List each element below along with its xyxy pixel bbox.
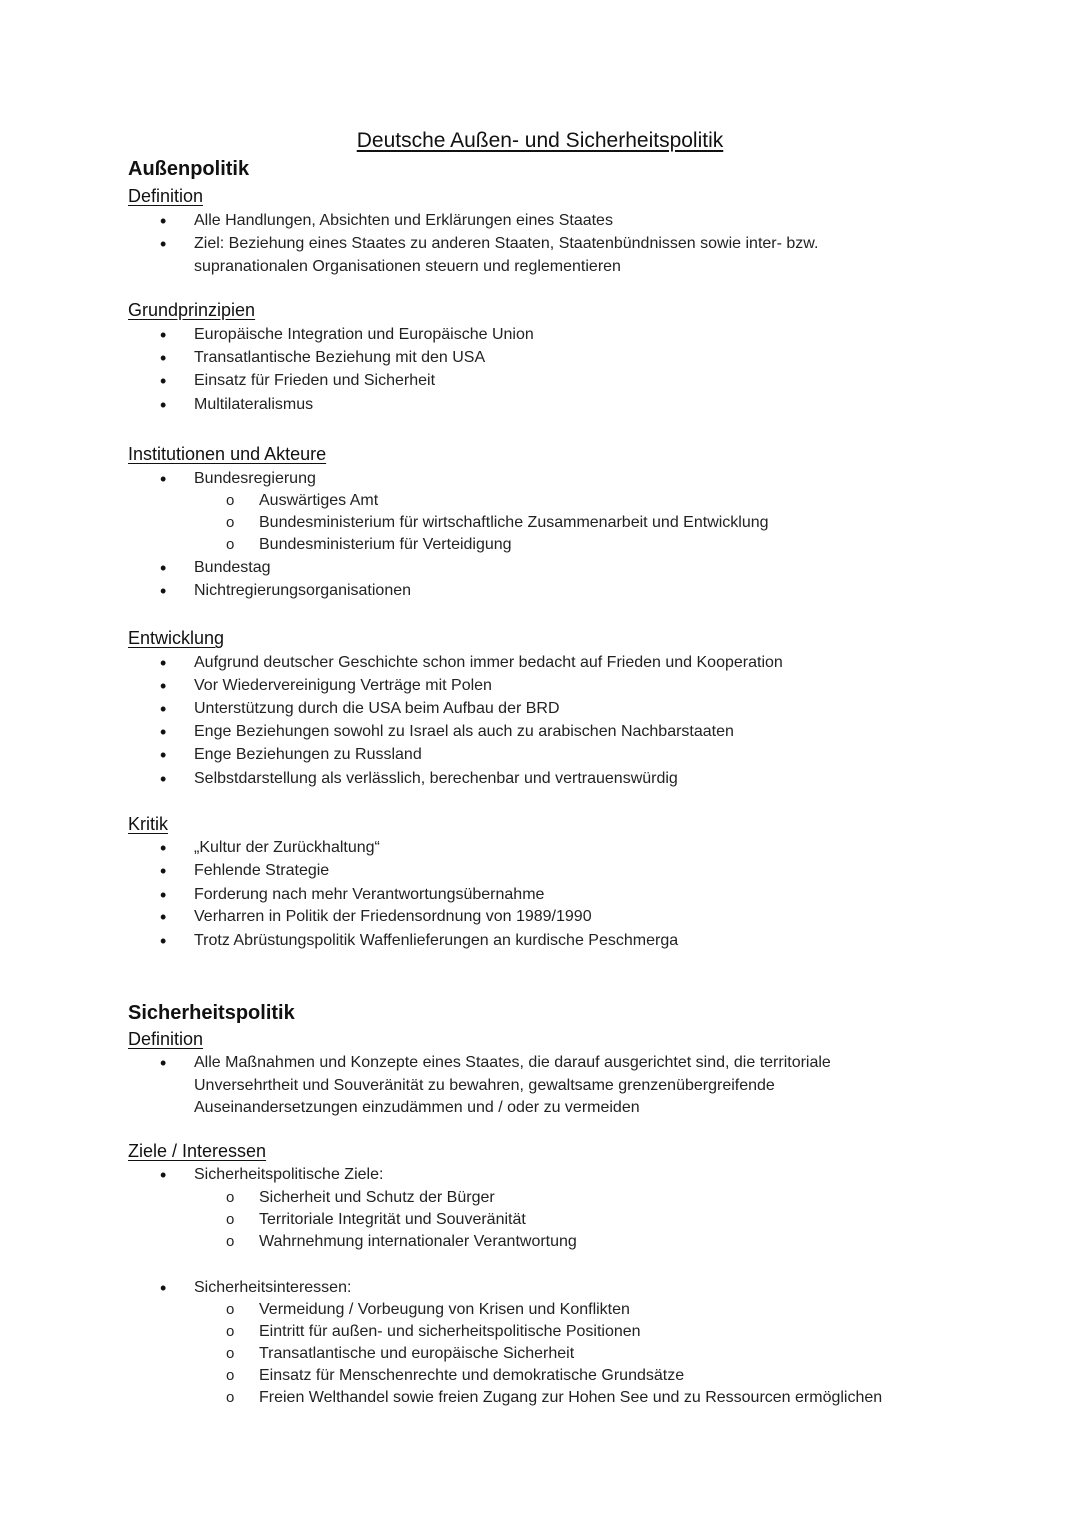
sub-list-item: o Bundesministerium für Verteidigung xyxy=(259,534,959,556)
sub-list-item: o Freien Welthandel sowie freien Zugang zur Hohen See und zu Ressourcen ermöglichen xyxy=(259,1387,959,1409)
sub-list-item: o Auswärtiges Amt xyxy=(259,490,959,512)
subheading-entwicklung: Entwicklung xyxy=(128,628,225,648)
list-item: • Selbstdarstellung als verlässlich, berechenbar und vertrauenswürdig xyxy=(194,768,894,791)
list-item: • Einsatz für Frieden und Sicherheit xyxy=(194,370,894,393)
list-item: • Alle Maßnahmen und Konzepte eines Staates, die darauf ausgerichtet sind, die territoriale Unversehrtheit und Souveränität zu bewahren, gewaltsame grenzenübergreifende Auseinandersetzungen einzudämmen und / oder zu vermeiden xyxy=(194,1052,894,1120)
sub-list-item: o Einsatz für Menschenrechte und demokratische Grundsätze xyxy=(259,1365,959,1387)
list-item: • Sicherheitsinteressen: xyxy=(194,1277,894,1300)
list-item: • Enge Beziehungen sowohl zu Israel als auch zu arabischen Nachbarstaaten xyxy=(194,721,894,744)
subheading-definition: Definition xyxy=(128,186,204,206)
subheading-kritik: Kritik xyxy=(128,814,168,834)
subheading-definition: Definition xyxy=(128,1029,204,1049)
subheading-ziele-interessen: Ziele / Interessen xyxy=(128,1141,267,1161)
list-item: • Sicherheitspolitische Ziele: xyxy=(194,1164,894,1187)
list-item: • Fehlende Strategie xyxy=(194,860,894,883)
list-item: • Forderung nach mehr Verantwortungsübernahme xyxy=(194,884,894,907)
section-heading-aussenpolitik: Außenpolitik xyxy=(128,158,250,180)
list-item: • Bundestag xyxy=(194,557,894,580)
section-heading-sicherheitspolitik: Sicherheitspolitik xyxy=(128,1002,295,1024)
list-item: • Verharren in Politik der Friedensordnung von 1989/1990 xyxy=(194,906,894,929)
sub-list-item: o Territoriale Integrität und Souveränität xyxy=(259,1209,959,1231)
sub-list-item: o Wahrnehmung internationaler Verantwortung xyxy=(259,1231,959,1253)
sub-list-item: o Transatlantische und europäische Sicherheit xyxy=(259,1343,959,1365)
list-item: • Unterstützung durch die USA beim Aufbau der BRD xyxy=(194,698,894,721)
list-item: • Enge Beziehungen zu Russland xyxy=(194,744,894,767)
list-item: • Vor Wiedervereinigung Verträge mit Polen xyxy=(194,675,894,698)
sub-list-item: o Sicherheit und Schutz der Bürger xyxy=(259,1187,959,1209)
subheading-institutionen: Institutionen und Akteure xyxy=(128,444,327,464)
page-title: Deutsche Außen- und Sicherheitspolitik xyxy=(356,129,724,152)
list-item: • Ziel: Beziehung eines Staates zu anderen Staaten, Staatenbündnissen sowie inter- bzw. supranationalen Organisationen steuern und reglementieren xyxy=(194,233,894,278)
list-item: • Trotz Abrüstungspolitik Waffenlieferungen an kurdische Peschmerga xyxy=(194,930,894,953)
list-item: • Alle Handlungen, Absichten und Erklärungen eines Staates xyxy=(194,210,894,233)
subheading-grundprinzipien: Grundprinzipien xyxy=(128,300,256,320)
sub-list-item: o Eintritt für außen- und sicherheitspolitische Positionen xyxy=(259,1321,959,1343)
list-item: • Aufgrund deutscher Geschichte schon immer bedacht auf Frieden und Kooperation xyxy=(194,652,894,675)
list-item: • „Kultur der Zurückhaltung“ xyxy=(194,837,894,860)
list-item: • Europäische Integration und Europäische Union xyxy=(194,324,894,347)
sub-list-item: o Vermeidung / Vorbeugung von Krisen und Konflikten xyxy=(259,1299,959,1321)
list-item: • Bundesregierung xyxy=(194,468,894,491)
list-item: • Transatlantische Beziehung mit den USA xyxy=(194,347,894,370)
list-item: • Nichtregierungsorganisationen xyxy=(194,580,894,603)
list-item: • Multilateralismus xyxy=(194,394,894,417)
sub-list-item: o Bundesministerium für wirtschaftliche Zusammenarbeit und Entwicklung xyxy=(259,512,959,534)
